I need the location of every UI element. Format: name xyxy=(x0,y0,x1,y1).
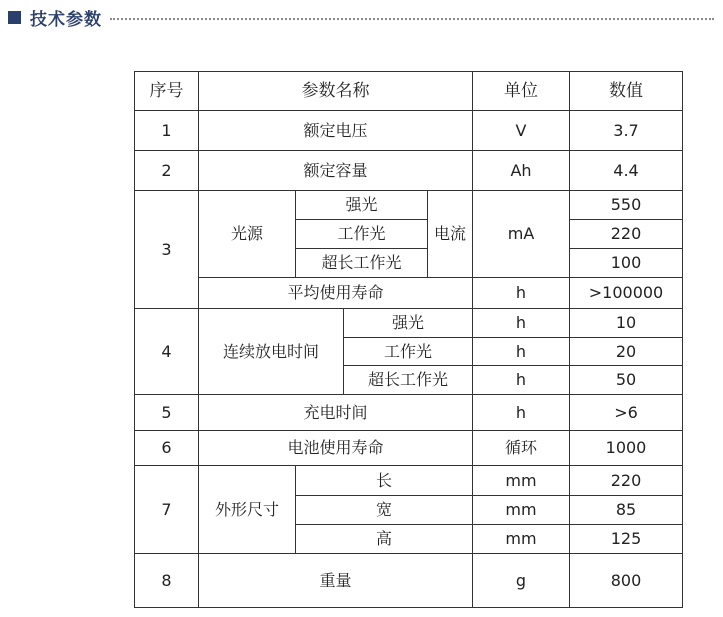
param-name: 充电时间 xyxy=(199,395,473,431)
row-no: 5 xyxy=(135,395,199,431)
light-mode-name: 超长工作光 xyxy=(296,249,428,278)
light-mode-name: 超长工作光 xyxy=(344,366,473,395)
light-source-label: 光源 xyxy=(199,191,296,278)
param-unit: g xyxy=(473,554,570,608)
header-dotted-divider xyxy=(110,18,714,20)
param-value: 1000 xyxy=(570,431,683,466)
param-name: 额定容量 xyxy=(199,151,473,191)
dimensions-label: 外形尺寸 xyxy=(199,466,296,554)
param-name: 电池使用寿命 xyxy=(199,431,473,466)
light-mode-name: 强光 xyxy=(344,309,473,338)
table-row xyxy=(135,554,683,608)
dimension-name: 高 xyxy=(296,525,473,554)
row-no: 1 xyxy=(135,111,199,151)
row-no: 8 xyxy=(135,554,199,608)
param-value: 125 xyxy=(570,525,683,554)
param-unit: h xyxy=(473,338,570,366)
param-value: 50 xyxy=(570,366,683,395)
table-header-row xyxy=(135,72,683,111)
current-value: 550 xyxy=(570,191,683,220)
table-row xyxy=(135,395,683,431)
param-name: 重量 xyxy=(199,554,473,608)
param-value: >6 xyxy=(570,395,683,431)
param-value: 800 xyxy=(570,554,683,608)
row-no: 3 xyxy=(135,191,199,309)
table-row xyxy=(135,111,683,151)
light-mode-name: 工作光 xyxy=(296,220,428,249)
row-no: 6 xyxy=(135,431,199,466)
spec-table xyxy=(134,71,683,608)
table-row xyxy=(135,466,683,496)
section-header xyxy=(8,5,718,29)
current-value: 100 xyxy=(570,249,683,278)
param-unit: mm xyxy=(473,525,570,554)
row-no: 4 xyxy=(135,309,199,395)
param-value: 20 xyxy=(570,338,683,366)
table-row xyxy=(135,191,683,220)
param-unit: mm xyxy=(473,466,570,496)
header-no: 序号 xyxy=(135,72,199,111)
param-unit: h xyxy=(473,395,570,431)
param-value: >100000 xyxy=(570,278,683,309)
table-row xyxy=(135,309,683,338)
header-unit: 单位 xyxy=(473,72,570,111)
table-row xyxy=(135,431,683,466)
table-row xyxy=(135,151,683,191)
table-row xyxy=(135,278,683,309)
current-value: 220 xyxy=(570,220,683,249)
param-unit: 循环 xyxy=(473,431,570,466)
header-param-name: 参数名称 xyxy=(199,72,473,111)
param-unit: h xyxy=(473,278,570,309)
header-square-icon xyxy=(8,11,21,24)
header-value: 数值 xyxy=(570,72,683,111)
light-mode-name: 工作光 xyxy=(344,338,473,366)
param-unit: mm xyxy=(473,496,570,525)
light-mode-name: 强光 xyxy=(296,191,428,220)
param-value: 3.7 xyxy=(570,111,683,151)
param-unit: V xyxy=(473,111,570,151)
section-title: 技术参数 xyxy=(30,9,102,30)
dimension-name: 宽 xyxy=(296,496,473,525)
discharge-time-label: 连续放电时间 xyxy=(199,309,344,395)
param-unit: h xyxy=(473,366,570,395)
row-no: 7 xyxy=(135,466,199,554)
current-label: 电流 xyxy=(428,191,473,278)
param-value: 10 xyxy=(570,309,683,338)
param-name: 额定电压 xyxy=(199,111,473,151)
param-value: 4.4 xyxy=(570,151,683,191)
param-value: 220 xyxy=(570,466,683,496)
param-unit: h xyxy=(473,309,570,338)
current-unit: mA xyxy=(473,191,570,278)
param-value: 85 xyxy=(570,496,683,525)
param-name: 平均使用寿命 xyxy=(199,278,473,309)
dimension-name: 长 xyxy=(296,466,473,496)
param-unit: Ah xyxy=(473,151,570,191)
row-no: 2 xyxy=(135,151,199,191)
